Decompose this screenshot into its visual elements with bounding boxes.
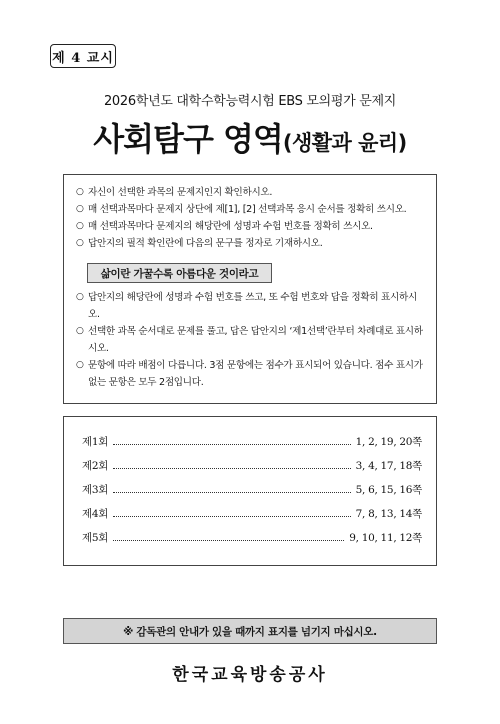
toc-row (82, 433, 422, 449)
supervisor-notice: ※ 감독관의 안내가 있을 때까지 표지를 넘기지 마십시오. (63, 618, 437, 644)
instruction-item (76, 289, 428, 323)
bullet-icon: ○ (76, 204, 84, 214)
instruction-text: 선택한 과목 순서대로 문제를 풀고, 답은 답안지의 ‘제1선택’란부터 차례대로 표시하시오. (88, 326, 423, 354)
instruction-text: 문항에 따라 배점이 다릅니다. 3점 문항에는 점수가 표시되어 있습니다. 점수 표시가 없는 문항은 모두 2점입니다. (88, 360, 423, 388)
bullet-icon: ○ (76, 292, 84, 302)
toc-pages: 9, 10, 11, 12쪽 (349, 531, 422, 544)
toc-leader (113, 540, 344, 541)
toc-row (82, 529, 422, 545)
table-of-contents (63, 416, 437, 566)
toc-label: 제1회 (82, 435, 109, 448)
bullet-icon: ○ (76, 187, 84, 197)
instruction-item (76, 184, 428, 201)
instructions-list-bottom (76, 289, 428, 391)
instructions-box (63, 174, 437, 404)
page-title (0, 114, 500, 160)
sub-title: (생활과 윤리) (282, 131, 407, 155)
instruction-item (76, 323, 428, 357)
handwriting-phrase: 삶이란 가꿀수록 아름다운 것이라고 (87, 263, 272, 283)
toc-label: 제3회 (82, 483, 109, 496)
toc-label: 제2회 (82, 459, 109, 472)
toc-pages: 7, 8, 13, 14쪽 (355, 507, 422, 520)
toc-pages: 1, 2, 19, 20쪽 (355, 435, 422, 448)
instruction-text: 자신이 선택한 과목의 문제지인지 확인하시오. (88, 187, 273, 198)
toc-leader (113, 468, 351, 469)
instruction-text: 답안지의 필적 확인란에 다음의 문구를 정자로 기재하시오. (88, 238, 323, 249)
bullet-icon: ○ (76, 326, 84, 336)
bullet-icon: ○ (76, 238, 84, 248)
instruction-item (76, 235, 428, 252)
toc-label: 제4회 (82, 507, 109, 520)
instruction-item (76, 201, 428, 218)
main-title: 사회탐구 영역 (93, 120, 283, 158)
instruction-text: 매 선택과목마다 문제지 상단에 제[1], [2] 선택과목 응시 순서를 정확히 쓰시오. (88, 204, 407, 215)
instruction-item (76, 357, 428, 391)
toc-pages: 5, 6, 15, 16쪽 (355, 483, 422, 496)
toc-pages: 3, 4, 17, 18쪽 (355, 459, 422, 472)
toc-row (82, 457, 422, 473)
bullet-icon: ○ (76, 360, 84, 370)
toc-leader (113, 516, 351, 517)
exam-title: 2026학년도 대학수학능력시험 EBS 모의평가 문제지 (103, 94, 397, 109)
toc-row (82, 505, 422, 521)
toc-label: 제5회 (82, 531, 109, 544)
toc-row (82, 481, 422, 497)
publisher-name: 한국교육방송공사 (172, 665, 328, 685)
instruction-item (76, 218, 428, 235)
instructions-list-top (76, 184, 428, 252)
toc-leader (113, 492, 351, 493)
session-badge: 제 4 교시 (50, 44, 116, 68)
bullet-icon: ○ (76, 221, 84, 231)
instruction-text: 매 선택과목마다 문제지의 해당란에 성명과 수험 번호를 정확히 쓰시오. (88, 221, 373, 232)
toc-leader (113, 444, 351, 445)
instruction-text: 답안지의 해당란에 성명과 수험 번호를 쓰고, 또 수험 번호와 답을 정확히 표시하시오. (88, 292, 417, 320)
